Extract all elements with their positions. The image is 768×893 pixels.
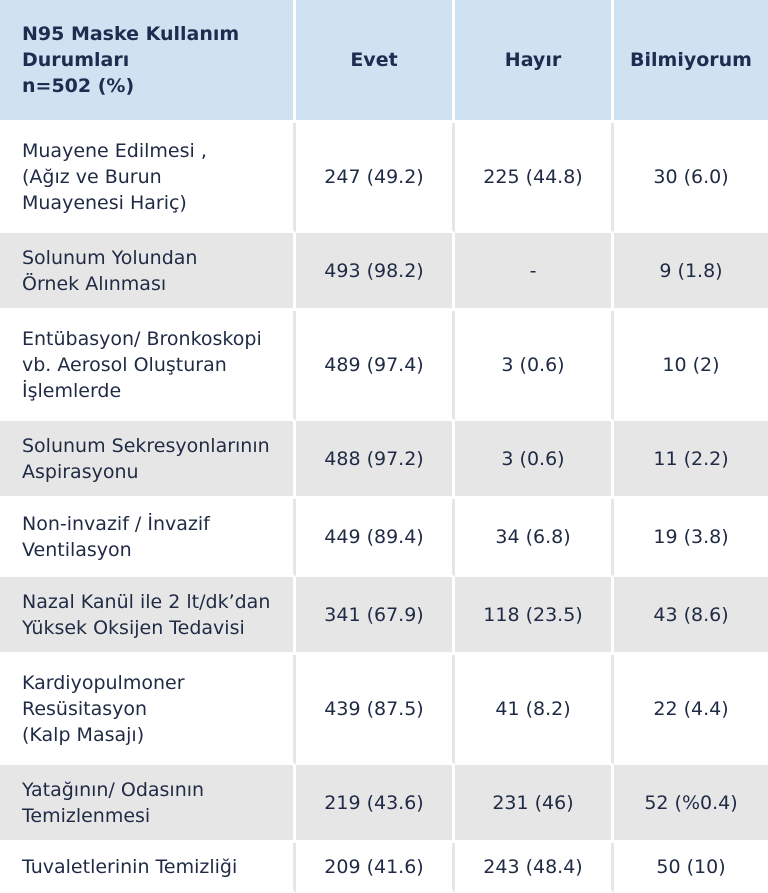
cell-unknown: 50 (10)	[614, 843, 768, 893]
row-label-line: Yüksek Oksijen Tedavisi	[22, 616, 245, 639]
cell-unknown: 22 (4.4)	[614, 655, 768, 765]
header-yes: Evet	[296, 0, 455, 123]
table-row	[0, 655, 768, 765]
row-label-line: Nazal Kanül ile 2 lt/dk’dan	[22, 590, 271, 613]
header-title-line: N95 Maske Kullanım	[22, 23, 240, 45]
cell-unknown: 10 (2)	[614, 311, 768, 421]
row-label-line: Yatağının/ Odasının	[22, 778, 205, 801]
cell-yes: 439 (87.5)	[296, 655, 455, 765]
cell-yes: 219 (43.6)	[296, 765, 455, 843]
row-label-line: Resüsitasyon	[22, 697, 148, 720]
cell-unknown: 43 (8.6)	[614, 577, 768, 655]
row-label-line: Tuvaletlerinin Temizliği	[22, 855, 238, 878]
cell-yes: 341 (67.9)	[296, 577, 455, 655]
cell-no: 3 (0.6)	[455, 421, 614, 499]
cell-no: 41 (8.2)	[455, 655, 614, 765]
row-label	[0, 499, 296, 577]
table-body	[0, 123, 768, 893]
row-label-line: Kardiyopulmoner	[22, 671, 185, 694]
row-label-line: Solunum Sekresyonlarının	[22, 434, 270, 457]
cell-no: 243 (48.4)	[455, 843, 614, 893]
row-label-line: vb. Aerosol Oluşturan	[22, 353, 227, 376]
cell-unknown: 30 (6.0)	[614, 123, 768, 233]
row-label	[0, 843, 296, 893]
table-row	[0, 311, 768, 421]
row-label	[0, 577, 296, 655]
row-label-line: Solunum Yolundan	[22, 246, 198, 269]
cell-unknown: 9 (1.8)	[614, 233, 768, 311]
cell-unknown: 52 (%0.4)	[614, 765, 768, 843]
row-label-line: (Ağız ve Burun	[22, 165, 162, 188]
row-label	[0, 233, 296, 311]
row-label-line: Entübasyon/ Bronkoskopi	[22, 327, 262, 350]
table-row	[0, 421, 768, 499]
header-title-line: Durumları	[22, 49, 130, 71]
cell-unknown: 19 (3.8)	[614, 499, 768, 577]
cell-unknown: 11 (2.2)	[614, 421, 768, 499]
cell-no: -	[455, 233, 614, 311]
row-label-line: Temizlenmesi	[22, 804, 151, 827]
cell-no: 231 (46)	[455, 765, 614, 843]
table-row	[0, 843, 768, 893]
header-title	[0, 0, 296, 123]
row-label	[0, 765, 296, 843]
row-label-line: Ventilasyon	[22, 538, 132, 561]
row-label-line: Non-invazif / İnvazif	[22, 512, 210, 535]
table-row	[0, 233, 768, 311]
row-label-line: Örnek Alınması	[22, 272, 167, 295]
table-row	[0, 765, 768, 843]
header-unknown: Bilmiyorum	[614, 0, 768, 123]
table-row	[0, 123, 768, 233]
row-label	[0, 655, 296, 765]
row-label	[0, 123, 296, 233]
header-row	[0, 0, 768, 123]
row-label-line: Muayene Edilmesi ,	[22, 139, 207, 162]
cell-yes: 449 (89.4)	[296, 499, 455, 577]
cell-yes: 489 (97.4)	[296, 311, 455, 421]
row-label-line: İşlemlerde	[22, 379, 122, 402]
cell-no: 3 (0.6)	[455, 311, 614, 421]
cell-yes: 488 (97.2)	[296, 421, 455, 499]
cell-yes: 493 (98.2)	[296, 233, 455, 311]
row-label	[0, 421, 296, 499]
table-row	[0, 499, 768, 577]
cell-no: 225 (44.8)	[455, 123, 614, 233]
row-label-line: Muayenesi Hariç)	[22, 191, 187, 214]
header-title-line: n=502 (%)	[22, 75, 135, 97]
row-label-line: Aspirasyonu	[22, 460, 139, 483]
cell-yes: 247 (49.2)	[296, 123, 455, 233]
cell-no: 34 (6.8)	[455, 499, 614, 577]
cell-yes: 209 (41.6)	[296, 843, 455, 893]
row-label	[0, 311, 296, 421]
table-row	[0, 577, 768, 655]
header-no: Hayır	[455, 0, 614, 123]
row-label-line: (Kalp Masajı)	[22, 723, 145, 746]
table-header	[0, 0, 768, 123]
cell-no: 118 (23.5)	[455, 577, 614, 655]
